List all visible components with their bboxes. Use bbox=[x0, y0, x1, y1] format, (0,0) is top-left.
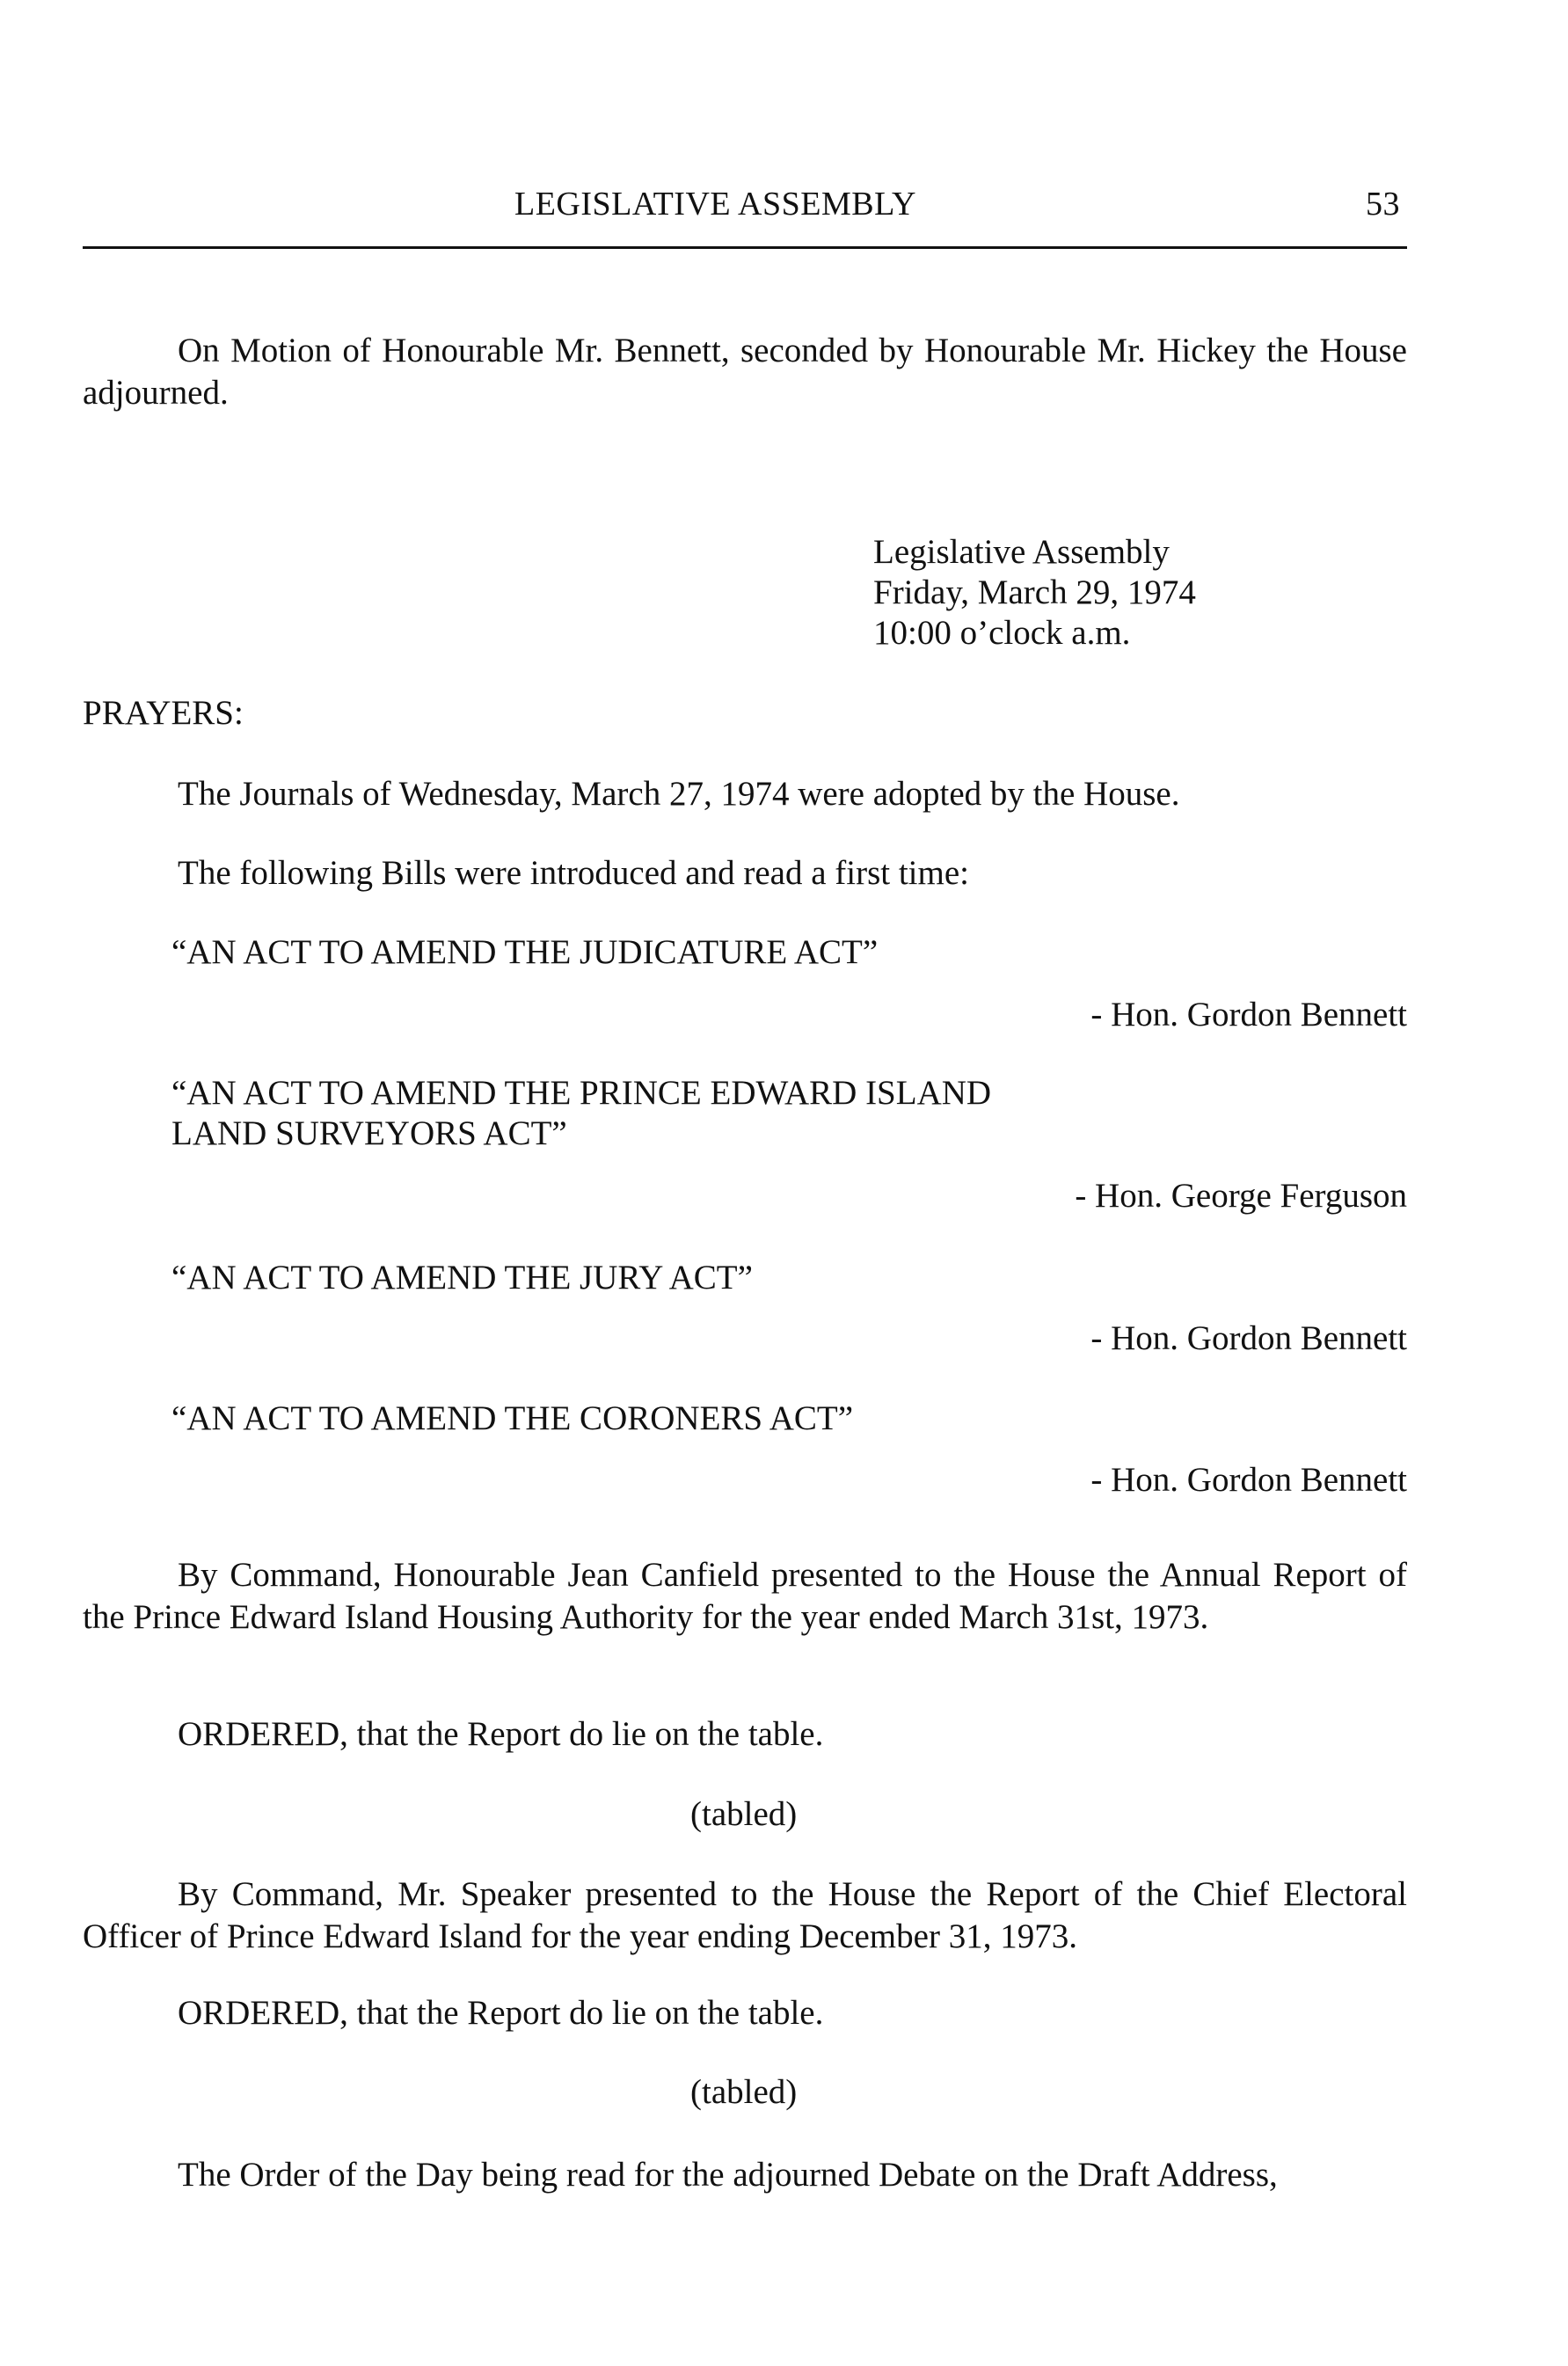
header-rule bbox=[83, 246, 1407, 249]
bill-sponsor: - Hon. Gordon Bennett bbox=[1090, 1319, 1407, 1357]
bill-title: “AN ACT TO AMEND THE CORONERS ACT” bbox=[171, 1399, 854, 1437]
report-ordered: ORDERED, that the Report do lie on the table. bbox=[178, 1715, 824, 1753]
bill-title: “AN ACT TO AMEND THE JURY ACT” bbox=[171, 1259, 753, 1296]
bill-sponsor: - Hon. Gordon Bennett bbox=[1090, 996, 1407, 1033]
session-line-time: 10:00 o’clock a.m. bbox=[873, 614, 1131, 652]
page-header-title: LEGISLATIVE ASSEMBLY bbox=[514, 186, 916, 223]
bill-title: “AN ACT TO AMEND THE JUDICATURE ACT” bbox=[171, 933, 879, 971]
closing-paragraph: The Order of the Day being read for the adjourned Debate on the Draft Address, bbox=[178, 2156, 1278, 2194]
adjournment-paragraph: On Motion of Honourable Mr. Bennett, seconded by Honourable Mr. Hickey the House adjourned. bbox=[83, 332, 1407, 412]
bill-sponsor: - Hon. George Ferguson bbox=[1075, 1177, 1407, 1215]
prayers-heading: PRAYERS: bbox=[83, 694, 244, 732]
bills-intro: The following Bills were introduced and read a first time: bbox=[178, 854, 969, 892]
bill-title: “AN ACT TO AMEND THE PRINCE EDWARD ISLAND bbox=[171, 1074, 992, 1112]
report-tabled: (tabled) bbox=[690, 2073, 798, 2111]
report-paragraph: By Command, Honourable Jean Canfield presented to the House the Annual Report of the Prince Edward Island Housing Authority for the year ended March 31st, 1973. bbox=[83, 1556, 1407, 1636]
page-number: 53 bbox=[1366, 186, 1400, 223]
session-line-assembly: Legislative Assembly bbox=[873, 533, 1170, 571]
report-paragraph: By Command, Mr. Speaker presented to the House the Report of the Chief Electoral Officer of Prince Edward Island for the year ending December 31, 1973. bbox=[83, 1875, 1407, 1955]
journals-paragraph: The Journals of Wednesday, March 27, 1974 were adopted by the House. bbox=[178, 775, 1180, 813]
report-tabled: (tabled) bbox=[690, 1795, 798, 1833]
bill-title-continued: LAND SURVEYORS ACT” bbox=[171, 1114, 567, 1152]
bill-sponsor: - Hon. Gordon Bennett bbox=[1090, 1461, 1407, 1499]
report-ordered: ORDERED, that the Report do lie on the table. bbox=[178, 1994, 824, 2032]
session-line-date: Friday, March 29, 1974 bbox=[873, 573, 1196, 611]
